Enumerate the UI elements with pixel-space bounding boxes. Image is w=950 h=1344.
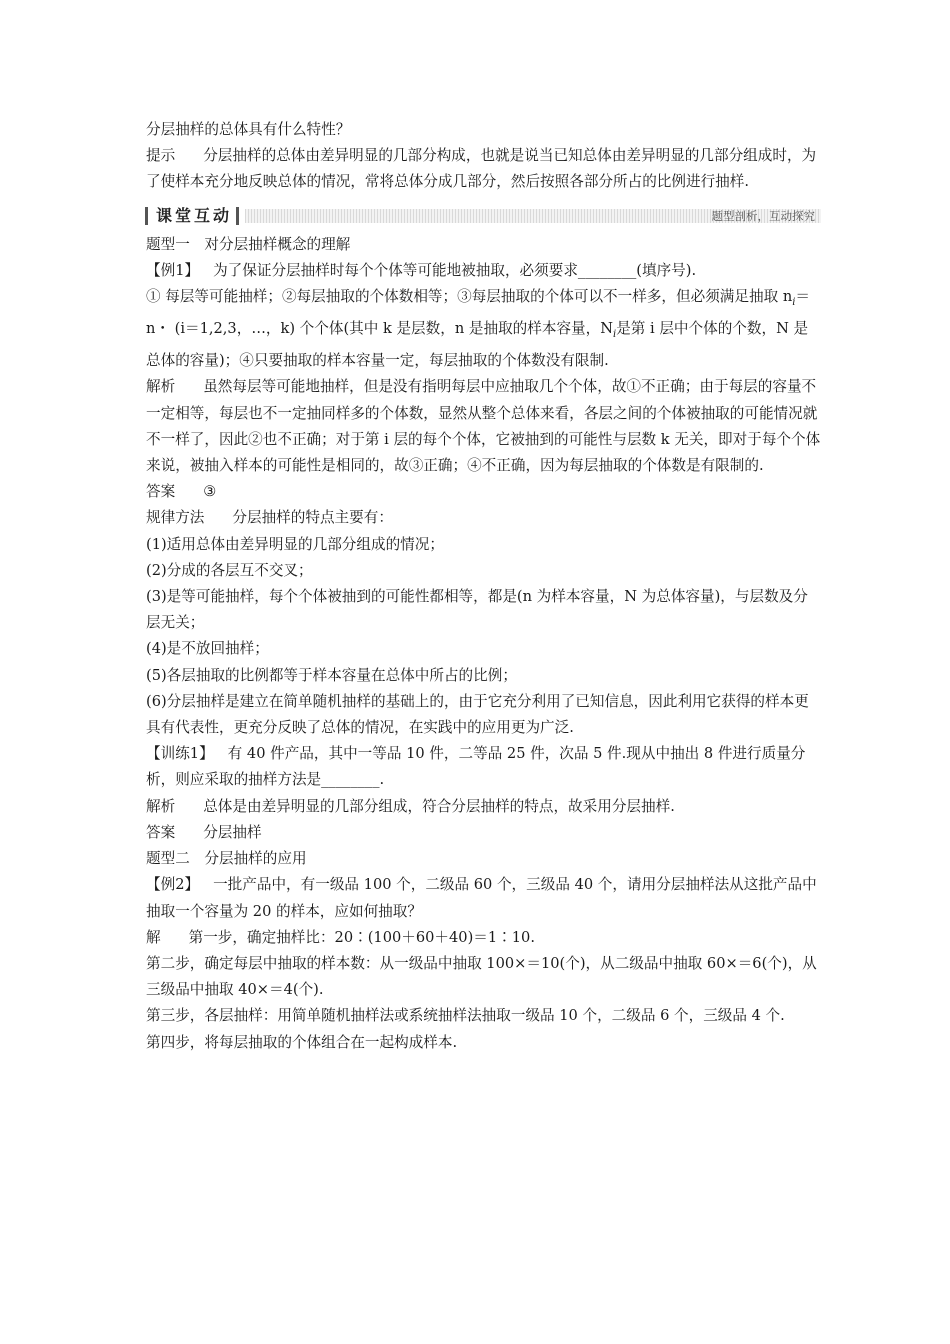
solution2-label: 解 [146,928,161,946]
banner-bar [145,207,148,225]
method-point-4: (4)是不放回抽样； [146,640,269,658]
example1 [146,258,821,284]
training1 [146,741,821,793]
training1-label: 【训练1】 [146,745,214,763]
example2-label: 【例2】 [146,876,200,894]
banner-bar-right [236,207,239,225]
hint-text: 分层抽样的总体由差异明显的几部分构成，也就是说当已知总体由差异明显的几部分组成时，为了使样本充分地反映总体的情况，常将总体分成几部分，然后按照各部分所占的比例进行抽样. [146,147,817,191]
training1-answer-text: 分层抽样 [203,823,262,841]
intro-hint [146,143,821,195]
training1-analysis-text: 总体是由差异明显的几部分组成，符合分层抽样的特点，故采用分层抽样. [203,797,675,815]
answer1 [146,479,821,505]
options-part-3: i＝1,2,3，…，k) 个个体(其中 k 是层数，n 是抽取的样本容量，N [180,320,613,338]
analysis1-text: 虽然每层等可能地抽样，但是没有指明每层中应抽取几个个体，故①不正确；由于每层的容量不一定相等，每层也不一定抽同样多的个体数，显然从整个总体来看，各层之间的个体被抽取的可能情况就不一样了，因此②也不正确；对于第 i 层的每个个体，它被抽到的可能性与层数 k 无关，即对于每个个体来说，被抽入样本的可能性是相同的，故③正确；④不正确，因为每层抽取的个体数是有限制的. [146,378,821,475]
example1-label: 【例1】 [146,261,200,279]
options-part-1: ① 每层等可能抽样；②每层抽取的个体数相等；③每层抽取的个体可以不一样多，但必须满足抽取 n [146,288,793,306]
example2 [146,872,821,924]
training1-answer-label: 答案 [146,823,176,841]
training1-analysis-label: 解析 [146,797,176,815]
method-point-5: (5)各层抽取的比例都等于样本容量在总体中所占的比例； [146,666,517,684]
options-sub-i: i [792,296,796,308]
training1-text: 有 40 件产品，其中一等品 10 件，二等品 25 件，次品 5 件.现从中抽出 8 件进行质量分析，则应采取的抽样方法是________. [146,745,806,789]
answer1-label: 答案 [146,483,176,501]
method-text: 分层抽样的特点主要有： [232,509,393,527]
type1-heading: 题型一 对分层抽样概念的理解 [146,235,351,253]
example1-text: 为了保证分层抽样时每个个体等可能地被抽取，必须要求________(填序号). [213,261,697,279]
intro-question: 分层抽样的总体具有什么特性？ [146,121,351,138]
example1-options [146,284,821,374]
banner-title: 课堂互动 [152,203,236,229]
banner-subtitle: 题型剖析，互动探究 [711,208,815,223]
method-point-3: (3)是等可能抽样，每个个体被抽到的可能性都相等，都是(n 为样本容量，N 为总体容量)，与层数及分层无关； [146,588,808,632]
method-point-1: (1)适用总体由差异明显的几部分组成的情况； [146,535,444,553]
section-banner [145,204,821,228]
solution2 [146,925,821,951]
type2-heading: 题型二 分层抽样的应用 [146,850,307,868]
example2-text: 一批产品中，有一级品 100 个，二级品 60 个，三级品 40 个，请用分层抽样法从这批产品中抽取一个容量为 20 的样本，应如何抽取？ [146,876,817,920]
document-page [146,117,821,1056]
training1-analysis [146,794,821,820]
options-part-2: ＝n・ ( [146,288,811,338]
options-sub-i-2: i [613,329,617,341]
method [146,505,821,531]
method-label: 规律方法 [146,509,205,527]
training1-answer [146,820,821,846]
solution2-step2: 第二步，确定每层中抽取的样本数：从一级品中抽取 100×＝10(个)，从二级品中抽取 60×＝6(个)，从三级品中抽取 40×＝4(个). [146,954,817,999]
method-point-2: (2)分成的各层互不交叉； [146,561,313,579]
options-part-4: 是第 i 层中个体的个数，N 是总体的容量)；④只要抽取的样本容量一定，每层抽取的个体数没有限制. [146,320,809,370]
hint-label: 提示 [146,147,176,165]
answer1-text: ③ [203,483,217,501]
analysis1 [146,374,821,479]
solution2-step4: 第四步，将每层抽取的个体组合在一起构成样本. [146,1033,458,1051]
solution2-step3: 第三步，各层抽样：用简单随机抽样法或系统抽样法抽取一级品 10 个，二级品 6 个，三级品 4 个. [146,1007,785,1025]
analysis1-label: 解析 [146,378,176,396]
solution2-step1: 第一步，确定抽样比：20∶(100＋60＋40)＝1∶10. [188,928,535,946]
method-point-6: (6)分层抽样是建立在简单随机抽样的基础上的，由于它充分利用了已知信息，因此利用它获得的样本更具有代表性，更充分反映了总体的情况，在实践中的应用更为广泛. [146,692,809,737]
